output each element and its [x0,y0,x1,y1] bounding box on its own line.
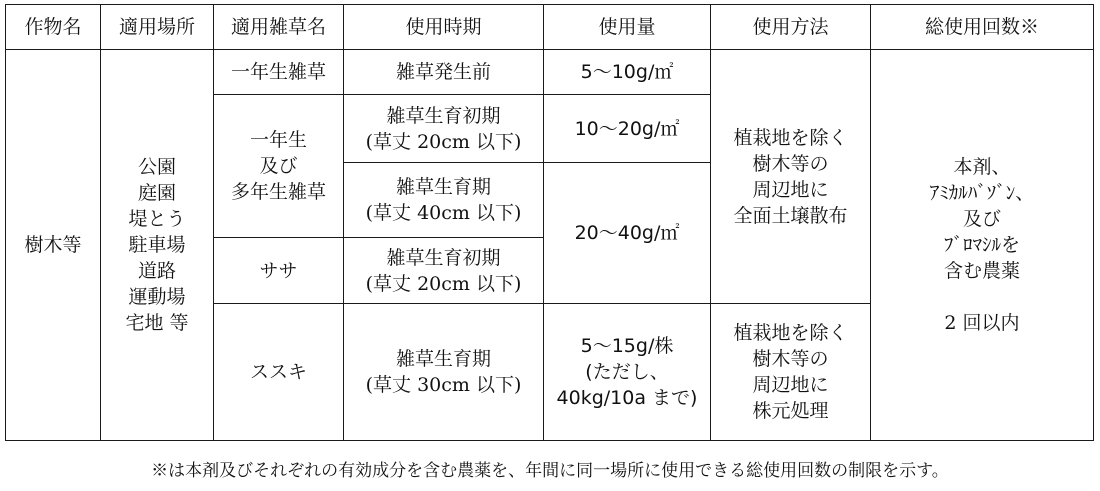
footnote: ※は本剤及びそれぞれの有効成分を含む農薬を、年間に同一場所に使用できる総使用回数の制限を示す。 [151,461,949,481]
amount-cell: 5〜10g/㎡ [544,50,711,95]
timing-cell: 雑草生育初期 (草丈 20cm 以下) [344,238,544,304]
crop-cell: 樹木等 [6,50,101,441]
weed-cell: ササ [214,238,344,304]
weed-cell-multi: 一年生 及び 多年生雑草 [214,95,344,238]
header-place: 適用場所 [101,5,214,50]
timing-cell: 雑草生育期 (草丈 30cm 以下) [344,304,544,441]
table-row [6,50,1094,95]
header-crop: 作物名 [6,5,101,50]
method-cell-spread: 植栽地を除く 樹木等の 周辺地に 全面土壌散布 [711,50,871,304]
header-timing: 使用時期 [344,5,544,50]
timing-cell: 雑草生育期 (草丈 40cm 以下) [344,163,544,238]
amount-cell: 10〜20g/㎡ [544,95,711,163]
weed-cell: 一年生雑草 [214,50,344,95]
usage-table [5,4,1094,441]
amount-cell-shared: 20〜40g/㎡ [544,163,711,304]
header-total-count: 総使用回数※ [871,5,1094,50]
timing-cell: 雑草発生前 [344,50,544,95]
header-method: 使用方法 [711,5,871,50]
method-cell-base: 植栽地を除く 樹木等の 周辺地に 株元処理 [711,304,871,441]
timing-cell: 雑草生育初期 (草丈 20cm 以下) [344,95,544,163]
total-count-cell: 本剤、 ｱﾐｶﾙﾊﾞｿﾞﾝ、 及び ﾌﾞﾛﾏｼﾙを 含む農薬 2 回以内 [871,50,1094,441]
header-row [6,5,1094,50]
header-amount: 使用量 [544,5,711,50]
amount-cell: 5〜15g/株 (ただし、 40kg/10a まで) [544,304,711,441]
places-cell: 公園 庭園 堤とう 駐車場 道路 運動場 宅地 等 [101,50,214,441]
header-weed: 適用雑草名 [214,5,344,50]
weed-cell: ススキ [214,304,344,441]
